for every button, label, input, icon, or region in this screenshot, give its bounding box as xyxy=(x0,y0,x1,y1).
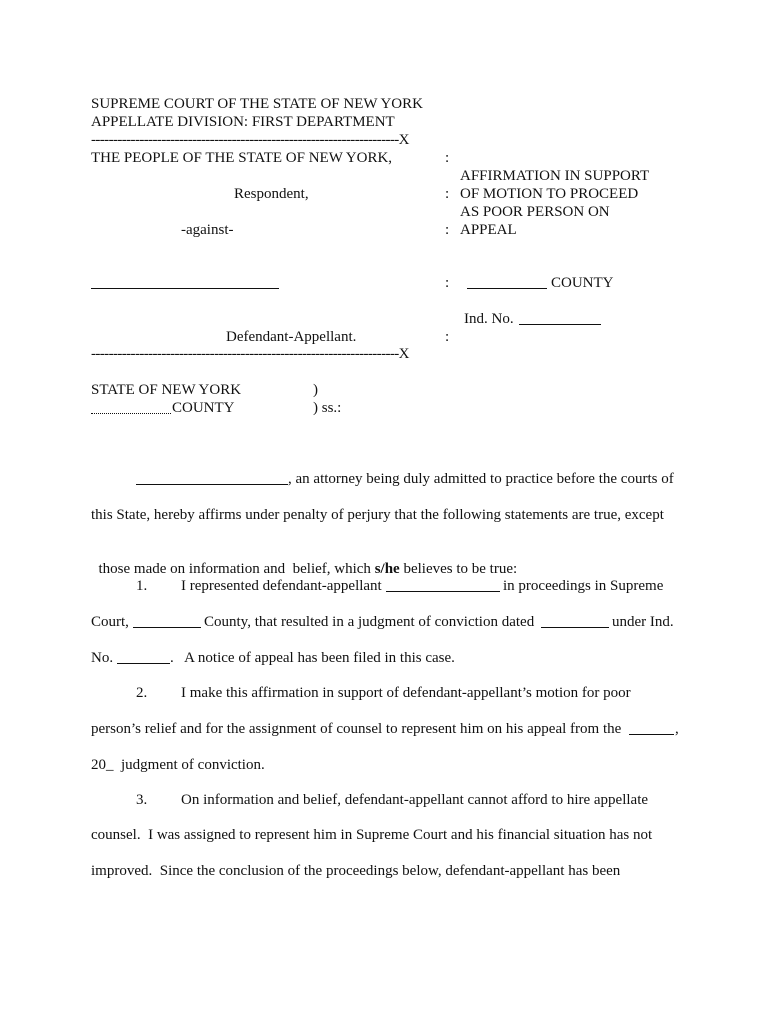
paragraph-number: 3. xyxy=(136,792,148,808)
paragraph-text: I make this affirmation in support of defendant-appellant’s motion for poor xyxy=(181,685,631,701)
venue-ss: ) ss.: xyxy=(313,400,342,416)
people-caption: THE PEOPLE OF THE STATE OF NEW YORK, xyxy=(91,150,393,166)
intro-text-part: believes to be true: xyxy=(399,561,518,577)
intro-text: this State, hereby affirms under penalty of perjury that the following statements are true, except xyxy=(91,507,664,523)
paragraph-text: in proceedings in Supreme xyxy=(503,578,664,594)
defendant-blank[interactable] xyxy=(386,591,500,592)
against-label: -against- xyxy=(181,222,234,238)
affirmation-title-line: APPEAL xyxy=(460,222,517,238)
county-blank[interactable] xyxy=(133,627,201,628)
paragraph-text: person’s relief and for the assignment of counsel to represent him on his appeal from the xyxy=(91,721,622,737)
venue-county-blank[interactable] xyxy=(91,413,171,414)
pronoun-bold: s/he xyxy=(374,561,400,577)
caption-colon: : xyxy=(445,222,450,238)
ind-no-blank[interactable] xyxy=(519,324,601,325)
affirmation-title-line: OF MOTION TO PROCEED xyxy=(460,186,639,202)
paragraph-text: , xyxy=(675,721,679,737)
paragraph-text: I represented defendant-appellant xyxy=(181,578,382,594)
paragraph-text: 20_ judgment of conviction. xyxy=(91,757,265,773)
venue-paren: ) xyxy=(313,382,318,398)
paragraph-text: Court, xyxy=(91,614,129,630)
paragraph-number: 2. xyxy=(136,685,148,701)
paragraph-text: County, that resulted in a judgment of conviction dated xyxy=(204,614,535,630)
affirmation-title-line: AS POOR PERSON ON xyxy=(460,204,610,220)
defendant-appellant-label: Defendant-Appellant. xyxy=(226,329,357,345)
county-blank[interactable] xyxy=(467,288,547,289)
defendant-name-blank[interactable] xyxy=(91,288,279,289)
caption-colon: : xyxy=(445,275,450,291)
caption-colon: : xyxy=(445,150,450,166)
paragraph-text: On information and belief, defendant-appellant cannot afford to hire appellate xyxy=(181,792,649,808)
county-label: COUNTY xyxy=(551,275,614,291)
ind-no-blank[interactable] xyxy=(117,663,170,664)
date-blank[interactable] xyxy=(541,627,609,628)
venue-state: STATE OF NEW YORK xyxy=(91,382,242,398)
caption-colon: : xyxy=(445,186,450,202)
paragraph-text: under Ind. xyxy=(612,614,674,630)
paragraph-number: 1. xyxy=(136,578,148,594)
paragraph-text: counsel. I was assigned to represent him in Supreme Court and his financial situation has not xyxy=(91,827,653,843)
court-name-line: SUPREME COURT OF THE STATE OF NEW YORK xyxy=(91,96,423,112)
affirmation-title-line: AFFIRMATION IN SUPPORT xyxy=(460,168,650,184)
venue-county: COUNTY xyxy=(172,400,235,416)
attorney-name-blank[interactable] xyxy=(136,484,288,485)
paragraph-text: improved. Since the conclusion of the proceedings below, defendant-appellant has been xyxy=(91,863,621,879)
caption-top-rule: ----------------------------------------------------------------------X xyxy=(91,132,409,148)
intro-text-part: those made on information and belief, which xyxy=(98,561,375,577)
intro-text: , an attorney being duly admitted to practice before the courts of xyxy=(288,471,674,487)
ind-no-label: Ind. No. xyxy=(464,311,514,327)
paragraph-text: . A notice of appeal has been filed in this case. xyxy=(170,650,455,666)
paragraph-text: No. xyxy=(91,650,114,666)
judgment-date-blank[interactable] xyxy=(629,734,674,735)
court-division-line: APPELLATE DIVISION: FIRST DEPARTMENT xyxy=(91,114,395,130)
respondent-label: Respondent, xyxy=(234,186,309,202)
intro-text xyxy=(91,542,517,578)
caption-colon: : xyxy=(445,329,450,345)
caption-bottom-rule: ----------------------------------------------------------------------X xyxy=(91,346,409,362)
